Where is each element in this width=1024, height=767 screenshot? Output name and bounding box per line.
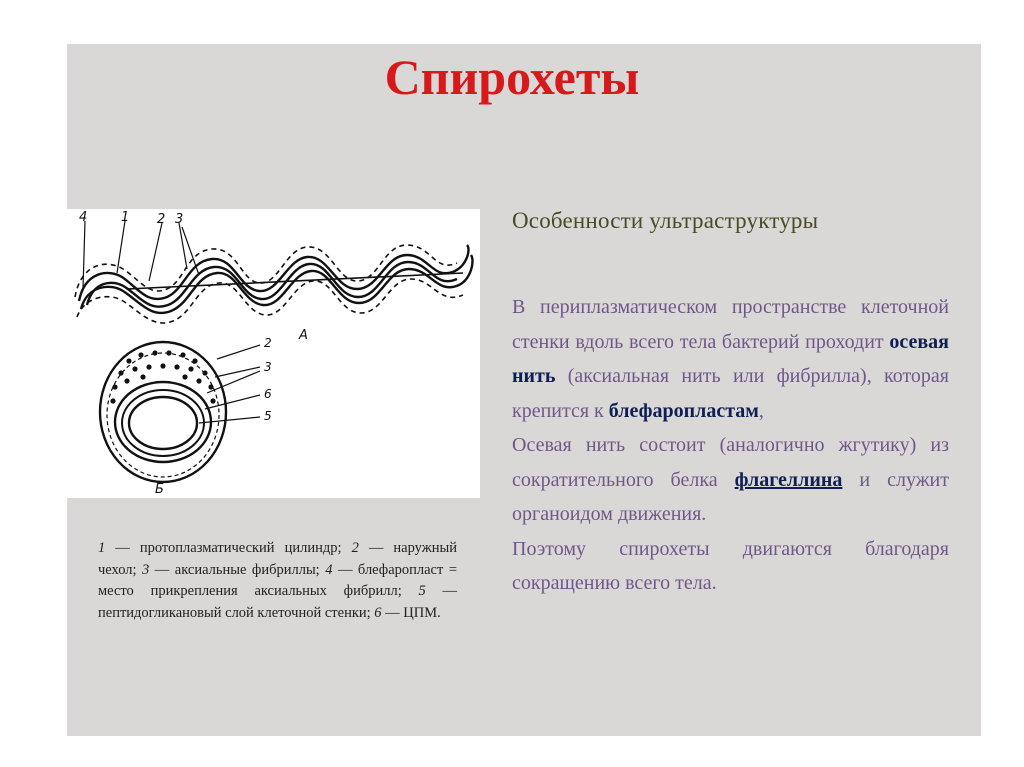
- paragraph-axial-filament: [512, 290, 949, 428]
- label-4: 4: [79, 210, 88, 225]
- slide-subtitle: Особенности ультраструктуры: [512, 208, 819, 233]
- label-2: 2: [157, 212, 166, 227]
- cs-label-3: 3: [264, 360, 272, 374]
- caption-text: — аксиальные фибриллы;: [149, 561, 326, 578]
- text: Осевая нить состоит (аналогично жгутику) из сократительного белка: [512, 434, 949, 491]
- label-3: 3: [175, 212, 184, 227]
- panel-b-label: Б: [155, 482, 164, 497]
- paragraph-movement: Поэтому спирохеты двигаются благодаря сокращению всего тела.: [512, 537, 949, 594]
- text: В периплазматическом пространстве клеточной стенки вдоль всего тела бактерий проходит: [512, 296, 949, 353]
- highlight-flagellin: флагеллина: [734, 468, 843, 491]
- slide-title: Спирохеты: [384, 49, 640, 105]
- panel-a-label: А: [299, 328, 308, 343]
- cs-label-2: 2: [264, 336, 272, 350]
- figure-caption: [98, 538, 457, 624]
- cs-label-5: 5: [264, 409, 272, 423]
- caption-num: 4: [325, 561, 333, 578]
- highlight-blepharoplast: блефаропластам: [608, 399, 759, 422]
- label-1: 1: [121, 210, 130, 225]
- paragraph-flagellin: [512, 428, 949, 532]
- spirochete-drawing: [67, 209, 480, 498]
- text: ,: [758, 399, 764, 422]
- axial-fibril: [127, 273, 463, 289]
- highlight-axial-filament: осевая нить: [512, 330, 949, 387]
- caption-text: — ЦПМ.: [381, 604, 441, 621]
- caption-text: — наружный чехол;: [98, 540, 457, 578]
- body-text: [512, 290, 949, 601]
- text: и служит органоидом движения.: [512, 468, 949, 525]
- caption-num: 1: [98, 540, 106, 556]
- caption-num: 3: [142, 561, 150, 578]
- caption-text: — блефаропласт = место прикрепления аксиальных фибрилл;: [98, 561, 457, 599]
- text: (аксиальная нить или фибрилла), которая крепится к: [512, 365, 949, 422]
- caption-num: 5: [418, 583, 426, 599]
- cross-section: [100, 342, 226, 482]
- caption-text: — пептидогликановый слой клеточной стенки;: [98, 583, 457, 621]
- caption-num: 6: [374, 604, 382, 621]
- label-leaders: [83, 221, 199, 289]
- spirochete-diagram: [67, 209, 480, 498]
- caption-num: 2: [351, 540, 359, 556]
- caption-text: — протоплазматический цилиндр;: [105, 540, 352, 556]
- cs-label-6: 6: [264, 387, 272, 401]
- spiral-outer-sheath: [75, 245, 463, 323]
